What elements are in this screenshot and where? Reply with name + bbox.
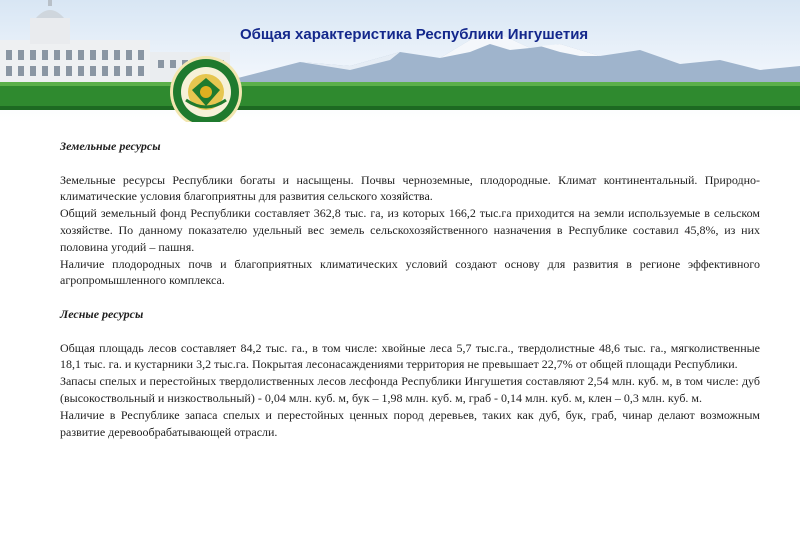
land-resources-heading: Земельные ресурсы xyxy=(60,139,161,153)
header-banner xyxy=(0,0,800,122)
page-title: Общая характеристика Республики Ингушетия xyxy=(240,26,589,43)
forest-resources-heading: Лесные ресурсы xyxy=(60,306,144,321)
document-body xyxy=(60,138,760,440)
header-illustration xyxy=(0,0,800,122)
land-paragraph-3: Наличие плодородных почв и благоприятных климатических условий создают основу для развития в регионе эффективного агропромышленного комплекса. xyxy=(60,256,760,288)
forest-paragraph-1: Общая площадь лесов составляет 84,2 тыс. га., в том числе: хвойные леса 5,7 тыс.га., твердолистные 48,6 тыс. га., мягколиственные 18,1 тыс. га. и кустарники 3,2 тыс.га. Покрытая лесонасаждениями территория не превышает 22,7% от общей площади Республики. xyxy=(60,340,760,372)
forest-paragraph-2: Запасы спелых и перестойных твердолиственных лесов лесфонда Республики Ингушетия составляют 2,54 млн. куб. м, в том числе: дуб (высокоствольный и низкоствольный) - 0,04 млн. куб. м, бук – 1,98 млн. куб. м, граб - 0,14 млн. куб. м, клен – 0,3 млн. куб. м. xyxy=(60,374,760,405)
land-paragraph-2: Общий земельный фонд Республики составляет 362,8 тыс. га, из которых 166,2 тыс.га приходится на земли используемые в сельском хозяйстве. По данному показателю удельный вес земель сельскохозяйственного назначения в Республике составил 45,8%, из них половина угодий – пашня. xyxy=(60,206,760,254)
land-paragraph-1: Земельные ресурсы Республики богаты и насыщены. Почвы черноземные, плодородные. Климат континентальный. Природно-климатические условия благоприятны для развития сельского хозяйства. xyxy=(60,172,760,204)
green-band xyxy=(0,82,800,110)
section-spacer xyxy=(60,289,760,306)
forest-paragraph-3: Наличие в Республике запаса спелых и перестойных ценных пород деревьев, таких как дуб, бук, граб, чинар делают возможным развитие деревообрабатывающей отрасли. xyxy=(60,407,760,439)
